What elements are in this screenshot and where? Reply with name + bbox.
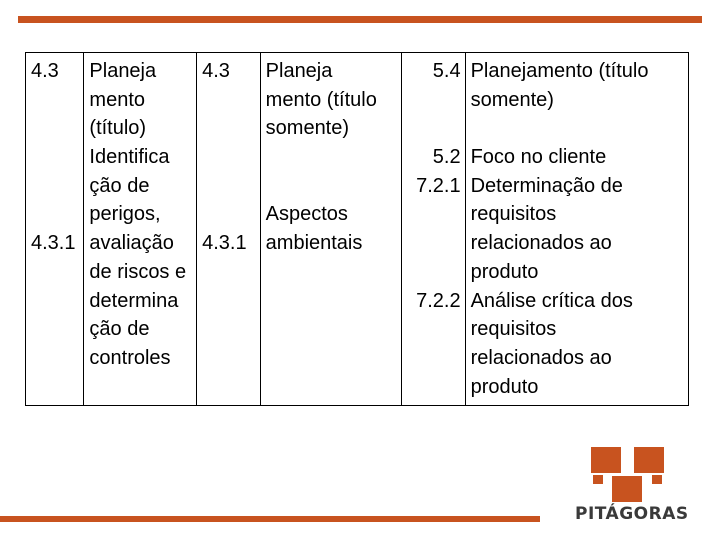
clause-number [407, 258, 461, 287]
clause-text: Determinação de [470, 174, 623, 197]
clause-text: somente) [265, 117, 350, 140]
logo-wordmark: PITÁGORAS [575, 504, 689, 524]
clause-number: 4.3 [202, 60, 230, 82]
top-accent-bar [18, 16, 702, 23]
clause-text: Planeja [265, 60, 333, 82]
clause-number: 4.3.1 [31, 232, 76, 255]
col2-cell [84, 53, 197, 406]
clause-text: (título) [89, 117, 147, 140]
clause-number [31, 172, 79, 201]
clause-number: 7.2.1 [416, 174, 461, 197]
clause-text: relacionados ao [470, 346, 612, 369]
col1-cell [26, 53, 84, 406]
clause-number [407, 86, 461, 115]
clause-text: Análise crítica dos [470, 289, 633, 312]
clause-text: Foco no cliente [470, 146, 607, 169]
clause-text: ambientais [265, 232, 363, 255]
clause-text: de riscos e [89, 260, 187, 283]
clause-text: requisitos [470, 318, 557, 341]
clause-number: 4.3 [31, 60, 59, 82]
clause-number: 7.2.2 [416, 289, 461, 312]
clause-text: requisitos [470, 203, 557, 226]
bottom-accent-bar [0, 516, 540, 522]
clause-number [31, 86, 79, 115]
clause-number [31, 143, 79, 172]
clause-number [202, 86, 256, 115]
clause-number [202, 200, 256, 229]
clause-number [31, 200, 79, 229]
clause-number: 4.3.1 [202, 232, 247, 255]
clause-text [471, 114, 684, 143]
clause-number [202, 143, 256, 172]
clause-text: Planeja [89, 60, 157, 82]
clause-text: somente) [470, 88, 554, 111]
clause-text: ção de [89, 174, 150, 197]
col6-cell [465, 53, 688, 406]
clause-number [407, 114, 461, 143]
clause-text: mento (título [265, 88, 377, 111]
clause-number [31, 114, 79, 143]
table-row [26, 53, 689, 406]
clause-text: ção de [89, 318, 150, 341]
clause-text: determina [89, 289, 179, 312]
clause-text: Planejamento (título [470, 60, 649, 82]
clause-text: Identifica [89, 146, 170, 169]
clause-number [407, 229, 461, 258]
clause-number [407, 200, 461, 229]
clause-text: relacionados ao [470, 232, 612, 255]
clause-text: avaliação [89, 232, 174, 255]
clause-text: mento [89, 88, 145, 111]
clause-number [202, 172, 256, 201]
col5-cell [402, 53, 466, 406]
clause-text: perigos, [89, 203, 161, 226]
clause-text: controles [89, 346, 171, 369]
clause-number: 5.4 [432, 60, 461, 82]
clause-text [266, 143, 397, 172]
col3-cell [197, 53, 261, 406]
clause-text [266, 172, 397, 201]
clause-text: produto [470, 260, 539, 283]
clause-text: produto [470, 375, 539, 398]
correspondence-table [25, 52, 689, 406]
col4-cell [260, 53, 401, 406]
clause-number [202, 114, 256, 143]
clause-text: Aspectos [265, 203, 348, 226]
clause-number: 5.2 [432, 146, 461, 169]
